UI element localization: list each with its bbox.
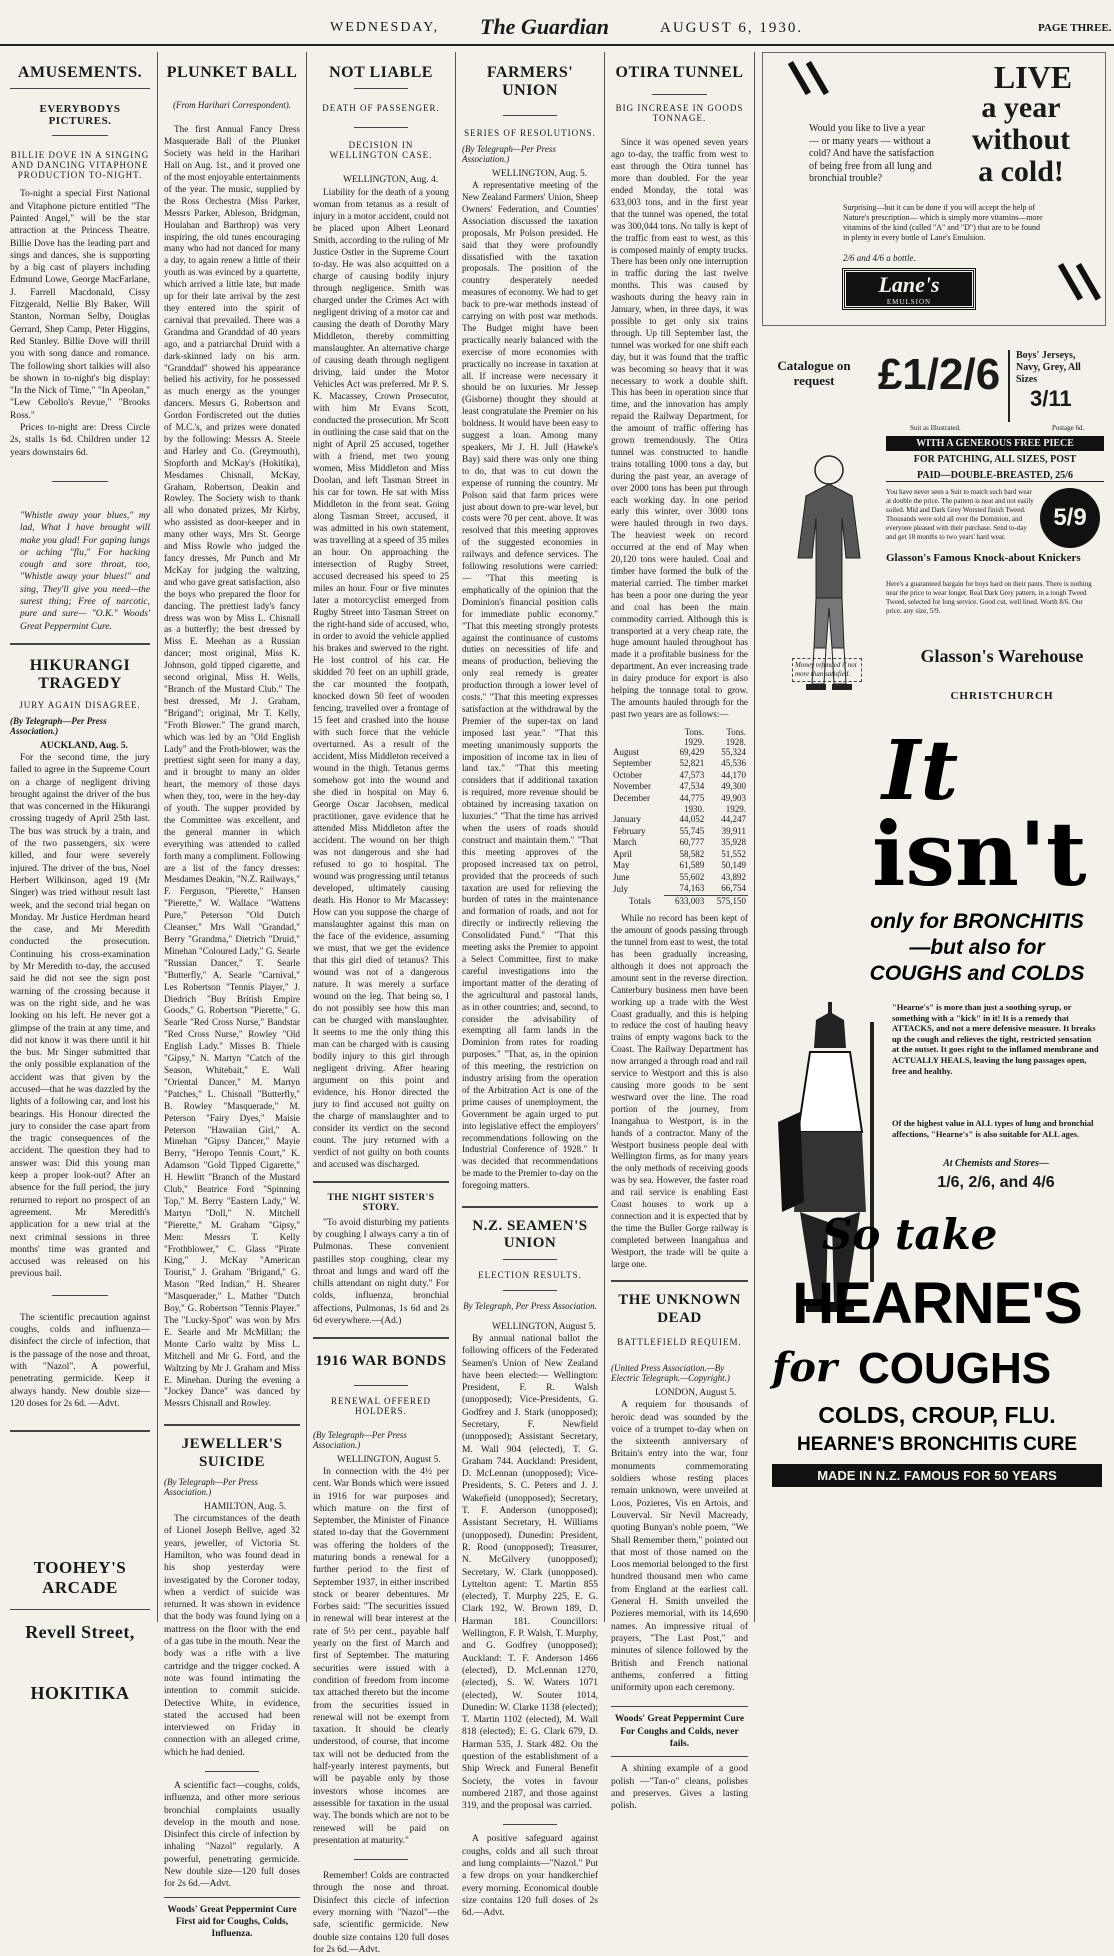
jeweller-dateline: HAMILTON, Aug. 5. xyxy=(204,1501,287,1512)
month-cell: August xyxy=(613,746,640,757)
month-cell: July xyxy=(613,883,629,894)
hearnes-ad xyxy=(762,722,1106,1622)
tonnage-row xyxy=(611,849,748,861)
divider xyxy=(10,1609,150,1610)
year-header: 1929. xyxy=(725,804,746,815)
column-3 xyxy=(313,52,449,1955)
divider xyxy=(462,1206,598,1208)
month-cell: October xyxy=(613,769,642,780)
divider xyxy=(313,1337,449,1339)
lane-copy-1: Would you like to live a year — or many years — without a cold? And have the satisfaction of being free from all lung and bronchial trouble? xyxy=(809,123,934,184)
tonnage-cell: 49,300 xyxy=(721,781,746,792)
nazol-ad-3: A positive safeguard against coughs, colds and all such throat and lung complaints—"Nazol." Put a few drops on your handkerchief every morning. Economical double size contains 120 full doses of 2s 6d.—Advt. xyxy=(462,1834,598,1919)
ad-a-year: a year xyxy=(981,91,1061,124)
farmers-dateline: WELLINGTON, Aug. 5. xyxy=(492,168,588,179)
seamen-dateline: WELLINGTON, August 5. xyxy=(492,1321,596,1332)
farmers-sub: SERIES OF RESOLUTIONS. xyxy=(464,127,596,138)
year-header: 1930. xyxy=(683,804,705,815)
column-rule xyxy=(306,52,307,1622)
glasson-knickers-copy: Here's a guaranteed bargain for boys hard on their pants. There is nothing near the price to wear longer. Real Dark Grey pattern, in a tough Tweed Tweed, selected for long service. Good cut, well lined. Worth 8/6. Our price, any size, 5/9. xyxy=(886,580,1092,615)
notliable-heading: NOT LIABLE xyxy=(329,64,433,81)
tonnage-table xyxy=(611,727,748,908)
seamen-sub: ELECTION RESULTS. xyxy=(478,1269,582,1280)
glasson-postage: Postage 6d. xyxy=(1052,424,1085,432)
warbonds-dateline: WELLINGTON, August 5. xyxy=(337,1454,441,1465)
tonnage-cell: 35,928 xyxy=(721,837,746,848)
notliable-sub1: DEATH OF PASSENGER. xyxy=(322,103,440,114)
nightsister-heading: THE NIGHT SISTER'S STORY. xyxy=(327,1192,435,1213)
lanes-brand-2: EMULSION xyxy=(886,298,932,306)
tonnage-row xyxy=(611,770,748,782)
column-rule xyxy=(604,52,605,1622)
plunket-credit: (From Harihari Correspondent). xyxy=(172,100,292,111)
column-1 xyxy=(10,52,150,1703)
tonnage-row xyxy=(611,872,748,884)
hearne-but: —but also for xyxy=(909,936,1045,959)
tons-header: Tons. xyxy=(684,726,705,737)
divider xyxy=(164,1897,300,1898)
glasson-price: £1/2/6 xyxy=(874,350,1004,400)
billie-prices: Prices to-night are: Dress Circle 2s, stalls 1s 6d. Children under 12 years downstairs 6d. xyxy=(10,423,150,458)
hearne-only: only for BRONCHITIS xyxy=(870,910,1084,933)
column-5 xyxy=(611,52,748,1812)
spacer xyxy=(10,1442,150,1554)
divider xyxy=(611,1756,748,1757)
otira-body-2: While no record has been kept of the amount of goods passing through the tunnel from east to west, the total has been gradually increasing, although it does not approach the amount sent in the reverse direction. Canterbury business men have been working up a trade with the West Coast gradually, and this is helping to reduce the cost of hauling heavy trains of empty wagons back to the Coast. The Railway Department has now arranged a through road and rail service to Westport and this is also causing more goods to be sent westward over the line. The road portion of the journey, from Inangahua to Westport, is in the hands of a contractor. Many of the Westport business people deal with Wellington firms, as for many years the only methods of receiving goods was by sea. However, the faster road and rail service is enabling East Coast houses to work up a connection and it is expected that by the time the Buller Gorge railway is completed between Inangahua and Westport, the trade will be quite a large one. xyxy=(611,913,748,1269)
glasson-name: Glasson's Warehouse xyxy=(920,646,1084,666)
farmers-heading: FARMERS' UNION xyxy=(486,64,574,100)
nazol-ad: The scientific precaution against coughs, colds and influenza—disinfect the circle of infection, that is the passage of the nose and throat, with "Nazol". A powerful, penetrating germicide. Keep it always handy. New double size—120 doses for 2s 6d. —Advt. xyxy=(10,1312,150,1409)
masthead-date: AUGUST 6, 1930. xyxy=(660,20,804,36)
plunket-heading: PLUNKET BALL xyxy=(166,64,298,81)
tonnage-row xyxy=(611,826,748,838)
hearne-copy-2: Of the highest value in ALL types of lung and bronchial affections, "Hearne's" is also suitable for ALL ages. xyxy=(892,1118,1094,1139)
tonnage-cell: 39,911 xyxy=(721,825,746,836)
hikurangi-credit: (By Telegraph—Per Press Association.) xyxy=(10,715,107,736)
divider xyxy=(10,88,150,89)
month-cell: April xyxy=(613,848,632,859)
tonnage-cell: 55,602 xyxy=(679,871,705,882)
glasson-knickers-head: Glasson's Famous Knock-about Knickers xyxy=(886,552,1081,564)
divider xyxy=(354,1859,408,1860)
hikurangi-dateline: AUCKLAND, Aug. 5. xyxy=(40,740,128,751)
hikurangi-subheading: JURY AGAIN DISAGREE. xyxy=(19,699,141,710)
tonnage-totals-row xyxy=(611,895,748,907)
plunket-body: The first Annual Fancy Dress Masquerade Ball of the Plunket Society was held in the Harihari Hall on Aug. 1st., and it proved one of the most enjoyable entertainments of the year. The music, supplied by the Ross Orchestra (Miss Parker, Messrs Parker, Ableson, Bridgman, Houlahan and Barthrop) was very inspiring, the old tunes encouraging many who had not danced for many a day, to again renew a little of their youth as was evinced by a quartette, which arrived a little late, but made up for their late arrival by the zest they entered into the spirit of carnival that prevailed. There was a Grandma and Granddad of 40 years ago, and a patriarchal Druid with a dark-skinned lady on his arm. "Granddad" showed his appearance belied his activity, for he possessed as much energy as the younger dancers. Messrs G. Robertson and Gordon Fordiscreted out the duties of M.C.'s, and prizes were donated by the following: Messrs A. Steele and Harley and Co. (Greymouth), Stopforth and McKay's (Hokitika), Mesdames Chisnall, McKay, Graham, Robertson, Deakin and Rowley. The Society wish to thank all who donated prizes, Mr Kirby, who assisted as door-keeper and in many other ways, Mrs St. George and Miss Rowle who judged the fancy dresses, Mr Punch and Mr McKay for judging the waltzing, and who gave great satisfaction, also the boys who prepared the floor for dancing. The prettiest lady's fancy dress was won by Miss L. Chisnall as a butterfly; the best dressed by Miss E. Meehan as a Russian dancer; most original, Miss K. Johnson, gold tipped cigarette, and second original, Miss H. Wells, "Branch of the Mustard Club." The best dressed, Mr J. Graham, "Brigand"; original, Mr T. Kelly, "Froth Blower." The grand march, which was led by an "Old English Lady" and the Froth-blower, was the prettiest sight seen for many a day, and it brought to many an older heart, the memory of those days when they, too, were in the hey-day of youth. The supper provided by the Committee was excellent, and the general manner in which everything was attended to called forth many a compliment. Following are a list of the fancy dresses: Mesdames Deakin, "N.Z. Railways," F. Ferguson, "Pierette," Hansen "Pierette," W. Wallace "Wattens Pure," Peterson "Old Dutch Cleanser," Mrs Wall "Grandad," Berry "Grandma," Dietrich "Druid," Minehan "Coloured Lady," G. Searle "Russian Dancer," T. Searle "Butterfly," A. Searle "Carnival," Les Robertson "Tennis Player," J. Diedrich "Buy British Empire Goods," G. Robertson "Pierette," G. Searle "Red Cross Nurse," Bandstar "Red Cross Nurse," Rowley "Old English Lady." Misses B. Thiele "Gipsy," N. Martyn "Catch of the Season, Whitebait," E. Wall "Oriental Dancer," M. Martyn "Patches," L. Chisnall "Butterfly," B. Rowley "Masquerade," M. Peterson "Fairy Dyes," Maisie Peterson "Hawaiian Girl," A. Minehan "Gipsy Dancer," Mayie Berry, "Heropo Tennis Court," K. Adamson "Gold Tipped Cigarette," H. Hewlitt "Branch of the Mustard Club," Beatrice Ford "Spinning Top," M. Berry "Eastern Lady," W. Martyn "Doll," N. Mitchell "Pierette," M. Graham "Gipsy," Men: Messrs T. Kelly "Frothblower," C. Glass "Pirate King," J. McKay "American Tourist," J. Graham "Brigand," G. Mason "Red Indian," H. Shearer "Masquerader," L. Mather "Dutch Boy," G. Robertson "Tennis Player." The "Lucky-Spot" was won by Mrs E. Searle and Mr McMillan; the Monte Carlo waltz by Miss L. Mitchell and Mr G. Ford, and the Waltzing by Mr J. Graham and Miss E. Minehan. During the evening a "Jockey Dance" was danced by Messrs Chisnall and Rowley. xyxy=(164,124,301,1409)
month-cell: December xyxy=(613,792,650,803)
otira-body-1: Since it was opened seven years ago to-day, the traffic from west to east through the Otira tunnel has more than doubled. For the year ended Monday, the total was 633,003 tons, and in the first year that the tunnel was opened, the total was 300,044 tons. No tally is kept of the traffic from east to west, as this is composed mainly of empty trucks. There has been only one interruption in traffic during the last twelve months. This was caused by washouts during the heavy rain in January, when, in three days, it was possible to get only six trains through. Up till September last, the tunnel was worked for one shift each day, but it was found that the traffic was becoming so heavy that it was necessary to work a double shift. This has been in operation since that time, and the innovation has amply repaid the Railway Department, for the amount of traffic offering has grown tremendously. The Otira tunnel was constructed to handle trains totalling 1000 tons a day, but during the past year, an average of over 2000 tons has been put through each working day. In one period early this winter, over 3000 tons were hauled through in two days. The heaviest week on record occurred at the end of May when 20,120 tons were hauled. Coal and timber have formed the bulk of the material carried. The timber market has been a poor one during the year and coal has been the main commodity carried. Although this is transported at a very cheap rate, the huge amount hauled throughout has made it a profitable business for the department. An ever increasing trade in dairy produce for export is also helping the tonnage total to grow. The amounts hauled through for the past two years are as follows:— xyxy=(611,137,748,719)
tonnage-row xyxy=(611,781,748,793)
otira-heading: OTIRA TUNNEL xyxy=(615,64,744,81)
divider xyxy=(313,1181,449,1183)
glasson-catalogue: Catalogue on request xyxy=(777,358,851,388)
hearne-for: for xyxy=(772,1344,837,1391)
divider xyxy=(52,1295,108,1296)
lane-copy-2: Surprising—but it can be done if you will accept the help of Nature's prescription— which is simply more vitamins—more vitamins of the kind (called "A" and "D") that are to be found in plenty in every bottle of Lane's Emulsion. xyxy=(843,203,1043,242)
hokitika: HOKITIKA xyxy=(30,1682,130,1703)
tonnage-row xyxy=(611,883,748,895)
hikurangi-heading: HIKURANGI TRAGEDY xyxy=(29,656,131,693)
divider xyxy=(52,135,108,136)
ad-without: without xyxy=(971,123,1071,156)
tonnage-cell: 58,582 xyxy=(679,848,705,859)
divider xyxy=(503,1290,557,1291)
divider xyxy=(10,1430,150,1432)
tonnage-cell: 47,534 xyxy=(679,781,705,792)
tonnage-cell: 44,247 xyxy=(721,814,746,825)
glasson-knickers-price: 5/9 xyxy=(1040,488,1100,548)
tonnage-cell: 55,745 xyxy=(679,825,705,836)
divider xyxy=(611,1706,748,1707)
billie-subheading: BILLIE DOVE IN A SINGING AND DANCING VITAPHONE PRODUCTION TO-NIGHT. xyxy=(10,150,150,181)
hearne-it: It xyxy=(882,723,959,819)
divider xyxy=(354,88,408,89)
hikurangi-body: For the second time, the jury failed to agree in the Supreme Court on a charge of negligent driving brought against the driver of the bus that was concerned in the Hikurangi crossing tragedy of April 25th last. The bus was struck by a train, and of the two passengers, six were killed, and four were severely injured. The driver of the bus, Noel Herbert Wilkinson, aged 19 (Mr Singer) was tried without result last week, and the second trial began on Monday. Mr Justice Herdman heard the case, and Mr Meredith conducted the prosecution. Continuing his cross-examination by Mr Meredith to-day, the accused said he did not see the sign post warning of the crossing because it was on the right side, and he was looking on his left. He never got a glimpse of the train at any time, and did not know it was there until it hit the bus. Mr Singer submitted that the only possible explanation of the accident was that given by the accused—that he was dazzled by the lights of a following car, and lost his bearings. His Honour directed the jury to consider the case apart from the tragic consequences of the accident. The question they had to answer was: Did this young man keep a proper look-out? After an absence for the full period, the jury returned to report no prospect of an agreement. Mr Meredith's application for a new trial at the next criminal sessions in three months' time was granted and accused was released on his previous bail. xyxy=(10,752,150,1280)
farmers-credit: (By Telegraph—Per Press Association.) xyxy=(462,143,556,164)
tonnage-row xyxy=(611,747,748,759)
column-4 xyxy=(462,52,598,1919)
tonnage-cell: 49,903 xyxy=(721,792,746,803)
jeweller-credit: (By Telegraph—Per Press Association.) xyxy=(164,1476,258,1497)
divider xyxy=(652,94,707,95)
seamen-heading: N.Z. SEAMEN'S UNION xyxy=(472,1218,588,1252)
glasson-copy: You have never seen a Suit to match such hard wear at double the price. The pattern is neat and not easily soiled. Mid and Dark Grey Worsted finish Tweed. Thousands were sold all over the Dominion, and everyone pleased with their purchase. Send to-day and get 18 months to two years' hard wear. xyxy=(886,488,1034,541)
nightsister-body: "To avoid disturbing my patients by coughing I always carry a tin of Pulmonas. These convenient pastilles stop coughing, clear my throat and lungs and ward off the chills attendant on night duty." For colds, influenza, bronchial affections, Pulmonas, 1s 6d and 2s 6d everywhere.—(Ad.) xyxy=(313,1217,449,1327)
month-cell: September xyxy=(613,758,652,769)
tonnage-cell: 52,821 xyxy=(679,758,705,769)
tonnage-cell: 45,536 xyxy=(721,758,746,769)
lane-price: 2/6 and 4/6 a bottle. xyxy=(843,253,916,263)
remember-ad: Remember! Colds are contracted through the nose and throat. Disinfect this circle of infection every morning with "Nazol"—the safe, scientific germicide. New double size contains 120 full doses for 2s 6d.—Advt. xyxy=(313,1871,449,1955)
hearne-isnt: isn't xyxy=(872,802,1087,906)
divider xyxy=(503,1824,557,1825)
masthead-page: PAGE THREE. xyxy=(1038,22,1112,34)
glasson-as-illustrated: Suit as Illustrated. xyxy=(910,424,961,432)
tonnage-cell: 44,775 xyxy=(679,792,705,803)
hearne-made-in: MADE IN N.Z. FAMOUS FOR 50 YEARS xyxy=(772,1464,1102,1487)
divider xyxy=(354,1385,408,1386)
tonnage-cell: 43,892 xyxy=(721,871,746,882)
tonnage-cell: 61,589 xyxy=(679,860,705,871)
glasson-boys: Boys' Jerseys, Navy, Grey, All Sizes xyxy=(1016,350,1081,385)
tonnage-cell: 50,149 xyxy=(721,860,746,871)
unknown-dateline: LONDON, August 5. xyxy=(655,1387,737,1398)
column-rule xyxy=(157,52,158,1622)
divider xyxy=(10,643,150,645)
tonnage-cell: 55,324 xyxy=(721,746,746,757)
jeweller-heading: JEWELLER'S SUICIDE xyxy=(181,1436,283,1470)
woods-poem: "Whistle away your blues," my lad, What I have brought will make you glad! For gaping lungs or aching "flu," For hacking cough and sore throat, too, "Whistle away your blues!" and sing, They'll give you need—the surest thing; Free of narcotic, pure and sure— "O.K." Woods' Great Peppermint Cure. xyxy=(20,510,150,632)
seamen-credit: By Telegraph, Per Press Association. xyxy=(463,1300,597,1311)
tonnage-cell: 44,170 xyxy=(721,769,746,780)
woods-footer-2: Woods' Great Peppermint Cure For Coughs and Colds, never fails. xyxy=(614,1714,745,1749)
glasson-patching: FOR PATCHING, ALL SIZES, POST xyxy=(913,454,1077,465)
polish-ad: A shining example of a good polish —"Tan-o" cleans, polishes and preserves. Gives a lasting polish. xyxy=(611,1764,748,1812)
divider xyxy=(354,127,408,128)
month-cell: March xyxy=(613,837,637,848)
lanes-emulsion-ad xyxy=(762,52,1106,326)
warbonds-credit: (By Telegraph—Per Press Association.) xyxy=(313,1429,407,1450)
glassons-ad xyxy=(762,338,1106,708)
month-cell: June xyxy=(613,871,630,882)
tonnage-cell: 66,754 xyxy=(721,883,746,894)
masthead-day: WEDNESDAY, xyxy=(330,20,440,35)
masthead xyxy=(0,0,1114,46)
ad-a-cold: a cold! xyxy=(978,155,1064,188)
notliable-sub2: DECISION IN WELLINGTON CASE. xyxy=(329,140,433,161)
hearne-colds-croup: COLDS, CROUP, FLU. xyxy=(818,1402,1056,1428)
tonnage-cell: 51,552 xyxy=(721,848,746,859)
amusements-heading: AMUSEMENTS. xyxy=(17,64,143,81)
hearne-coughs: COUGHS and COLDS xyxy=(869,962,1085,985)
column-rule xyxy=(754,52,755,1622)
tonnage-cell: 47,573 xyxy=(679,769,705,780)
farmers-body: A representative meeting of the New Zealand Farmers' Union, Sheep Owners' Federation, and Counties' Association discussed the taxation proposals, Mr Polson presided. He said that they were profoundly dissatisfied with the taxation proposals. The position of the country desperately needed measures of economy. We had to get back to pre-war methods instead of carrying on with post war methods. The Budget might have been practically nearly balanced with the exercise of more economies with practically no increase in taxation at all. If increase were necessary it should be on luxuries. Mr Jessep (Gisborne) thought they should at least congratulate the Premier on his boldness. It would have been easy to suggest a loan. Among many speakers, Mr J. H. Jull (Hawke's Bay) said there was only one thing to do, that was to cut down the expense of running the country. Mr Polson said that farm prices were just about down to pre-war level, but costs were 70 per cent. above. It was resolved that this meeting approves of the suggested economies in railways and defence services. The following resolutions were carried:— "That this meeting is emphatically of the opinion that the Dominion's financial position calls for immediate public economy." "That this meeting strongly protests against the continuance of customs duties on necessities of life and means of production, believing the only real remedy is greater production through a lower level of costs." "That this meeting expresses satisfaction at the withdrawal by the Premier of the super-tax on land imposed last year." "That this meeting unanimously supports the imposition of income tax in lieu of land tax." "That this meeting considers that if additional taxation is required, more revenue should be obtained by increasing taxation on luxuries." "That the time has arrived when the users of roads should construct and maintain them." "That this meeting approves of the proposed increased tax on petrol, provided that the proceeds of such taxation are used for relieving the burden of rates in the maintenance and formation of roads, and not for directly or indirectly relieving the Consolidated Fund." "That this meeting asks the Premier to appoint a Select Committee, first to make careful investigations into the important matter of the derating of the agricultural and pastoral lands, as in other countries; and, second, to consider the advisability of exempting all farm lands in the Dominion from rates for roading purposes." "That, as, in the opinion of this meeting, the restriction on industry arising from the operation of the Arbitration Act is one of the prime causes of unemployment, the Government be again urged to put into legislative effect the employers' recommendations following on the Industrial Conference of 1928." It was decided that recommendations be made to the Premier to-day on the foregoing matters. xyxy=(462,180,598,1191)
warbonds-sub: RENEWAL OFFERED HOLDERS. xyxy=(331,1395,431,1416)
glasson-boys-box xyxy=(1008,350,1100,422)
hearne-prices: 1/6, 2/6, and 4/6 xyxy=(937,1174,1055,1191)
divider xyxy=(52,481,108,482)
unknown-heading: THE UNKNOWN DEAD xyxy=(618,1292,741,1326)
totals-cell: 575,150 xyxy=(706,895,748,907)
revell-street: Revell Street, xyxy=(25,1622,135,1643)
tonnage-cell: 74,163 xyxy=(679,883,705,894)
hearne-stores: At Chemists and Stores— xyxy=(943,1158,1049,1169)
nazol-ad-2: A scientific fact—coughs, colds, influenza, and other more serious bronchial complaints usually develop in the mouth and nose. Disinfect this circle of infection by inhaling "Nazol" regularly. A powerful, penetrating germicide. New double size—120 full doses for 2s 6d.—Advt. xyxy=(164,1781,300,1890)
hearne-copy-1: "Hearne's" is more than just a soothing syrup, or something with a "kick" in it! It is a remedy that ATTACKS, and not a mere defensive measure. It breaks up the cough and relieves the tight, restricted sensation at the outset. It goes right to the inflamed membrane and ACTUALLY HEALS, leaving the lung passages open, free and healthy. xyxy=(892,1002,1099,1076)
glasson-boys-price: 3/11 xyxy=(1030,386,1072,411)
month-cell: May xyxy=(613,860,630,871)
toohey-arcade: TOOHEY'S ARCADE xyxy=(33,1558,127,1597)
divider xyxy=(503,115,557,116)
tonnage-rows-top xyxy=(611,747,748,805)
tonnage-row xyxy=(611,758,748,770)
hearne-bronchitis-cure: HEARNE'S BRONCHITIS CURE xyxy=(796,1434,1078,1455)
notliable-body: Liability for the death of a young woman from tetanus as a result of injury in a motor accident, could not be placed upon Albert Leonard Smith, according to the ruling of Mr Justice Ostler in the Supreme Court to-day. He was also acquitted on a charge of causing bodily injury through negligence. Smith was charged under the Crimes Act with negligent driving of a motor car and causing the death of Dorothy Mary Middleton, thereby committing manslaughter. An alternative charge of causing death through negligent driving, laid under the Motor Vehicles Act was preferred. Mr P. S. K. Macassey, Crown Prosecutor, with him Mr Evans Scott, conducted the prosecution. Mr Scott in outlining the case said that on the night of April 25 accused, together with a friend, met two young women, Miss Middleton and Miss Doolan, and left Tasman Street in his car for town. He sat with Miss Middleton in the front seat. Going along Tasman Street, accused, it was admitted in his own statement, was travelling at a speed of 35 miles an hour. On approaching the intersection of Rugby Street, accused decreased his speed to 25 miles an hour. Four or five minutes later a motorcyclist emerged from Rugby Street into Tasman Street on the right-hand side of accused, who, in order to avoid the vehicle applied his brakes and swerved to the right. He lost control of his car. He skidded 70 feet on an uphill grade, the car mounted the footpath, knocked down 50 feet of wooden fencing, travelled over a frontage of 15 feet and crashed into the house with such force that the vehicle overturned. As a result of the accident, Miss Middleton received a wound in the thigh. Tetanus germs somehow got into the wound and she died in hospital on May 6. George Oscar Jacobsen, medical practitioner, gave evidence that he attended Miss Middleton after the accident. The wound on her thigh was not dangerous and she had refused to go to hospital. The wound was progressing until tetanus developed, ultimately causing death. His Honor to Mr Macassey: How can you suppose the charge of manslaughter against this man on the face of the evidence, assuming we must, that we get the evidence that this girl died of tetanus? This wound was not of a dangerous nature. It was merely a surface wound on the leg. That being so, I do not possibly see how this man can be charged with manslaughter. It seems to me the only thing this man can be charged with is causing bodily injury to this girl through negligent driving. After hearing argument on this point and evidence, his Honor directed the jury to find accused not guilty on the charge of manslaughter and to consider its verdict on the second count. The jury returned with a verdict of not guilty on both counts and accused was discharged. xyxy=(313,187,449,1170)
glasson-generous: WITH A GENEROUS FREE PIECE xyxy=(886,436,1104,451)
unknown-body: A requiem for thousands of heroic dead was sounded by the voice of a trumpet to-day when on the sixteenth anniversary of Britain's entry into the war, four monuments commemorating soldiers whose resting places remain unknown, were unveiled at Loos, Pozieres, Vis en Artois, and Louverval. Sir Nevil Macready, quoting Bunyan's noble poem, "We Shall Remember them," pointed out that most of those named on the Loos memorial belonged to the first hundred thousand men who came from England at the earliest call. General H. Smith unveiled the Pozieres memorial, with its 14,690 names. An impressive ritual of prayers, "The Last Post," and minutes of silence followed by the British and French national anthems, conferred a fitting uniformity upon each ceremony. xyxy=(611,1400,748,1694)
hearne-coughs-2: COUGHS xyxy=(858,1344,1052,1393)
masthead-title: The Guardian xyxy=(480,14,609,39)
notliable-dateline: WELLINGTON, Aug. 4. xyxy=(343,175,439,186)
divider xyxy=(164,1424,300,1426)
lanes-brand: Lane's xyxy=(878,272,940,297)
tonnage-cell: 60,777 xyxy=(679,837,705,848)
hearne-brand: HEARNE'S xyxy=(792,1271,1082,1336)
ad-live: LIVE xyxy=(993,59,1073,95)
seamen-body: By annual national ballot the following officers of the Federated Seamen's Union of New Zealand have been elected:— Wellington: President, F. R. Walsh (unopposed); Vice-Presidents, G. Godfrey and J. Stark (unopposed); Secretary, F. Newfield (unopposed); Assistant Secretary, M. Wall 904 (elected), T. G. Graham 744. Auckland: President, D. McLennan (unopposed); Vice-Presidents, S. C. Peters and J. J. Wakefield (unopposed); Secretary, T. F. Anderson (unopposed); Assistant Secretary, H. Williams (unopposed). Dunedin: President, R. Rood (unopposed); Treasurer, N. McGilvery (unopposed); Secretary, W. Clark (unopposed). Lyttelton agent: T. Martin 855 (elected), T. Murphy 225, E. G. Clark 192, W. Brown 189, D. Harman 181. Councillors: Wellington, F. P. Walsh, T. Murphy, and G. Godfrey (unopposed); Auckland: T. F. Anderson 1466 (elected), D. McLennan 1270, (elected), S. W. Waters 1071 (elected), W. Souter 1014, Dunedin: W. Clarke 1138 (elected); T. Martin 1102 (elected), M. Wall 818 (elected); E. G. Clark 679, D. Harman 535, J. Stark 482. On the question of the establishment of a Ship Wreck and Funeral Benefit Society, the votes in favour numbered 2187, and those against 319, and the proposal was carried. xyxy=(462,1333,598,1812)
tonnage-cell: 44,052 xyxy=(679,814,705,825)
jeweller-body: The circumstances of the death of Lionel Joseph Bellve, aged 32 years, jeweller, of Victoria St. Hamilton, who was found dead in his shop yesterday were investigated by the Coroner today, when a verdict of suicide was returned. It was shown in evidence that the body was found lying on a mattress on the floor with the end of a gas tube in the mouth. Near the body was a rifle with a live cartridge and the trigger cocked. A note was found intimating the intention to commit suicide. Detective White, in evidence, stated the accused had been interviewed on Friday in connection with an alleged crime, which he had denied. xyxy=(164,1514,300,1758)
tonnage-cell: 69,429 xyxy=(679,746,705,757)
totals-cell: 633,003 xyxy=(664,895,706,907)
unknown-sub: BATTLEFIELD REQUIEM. xyxy=(617,1336,742,1347)
tonnage-row xyxy=(611,793,748,805)
otira-sub: BIG INCREASE IN GOODS TONNAGE. xyxy=(615,103,744,124)
tonnage-row xyxy=(611,860,748,872)
year-header: 1929. xyxy=(683,736,705,747)
warbonds-body: In connection with the 4½ per cent. War Bonds which were issued in 1916 for war purposes and which mature on the first of September, the Minister of Finance stated to-day that the Government was offering the holders of the maturing bonds a renewal for a further period to the first of September 1937, in either inscribed stock or bearer debentures. Mr Forbes said: "The securities issued in renewal will bear interest at the rate of 5½ per cent., payable half yearly on the first of March and first of September. The maturing securities were issued with a condition of freedom from income tax attached thereto but the income from the securities issued in renewal will not be exempt from taxation. It should be clearly understood, of course, that income tax will not be deducted from the half-yearly interest payments, but will be payable only by those investors whose incomes are assessible for taxation in the usual way. The bonds which are not to be renewed will be paid on presentation at maturity." xyxy=(313,1466,449,1846)
month-cell: January xyxy=(613,814,641,825)
tonnage-row xyxy=(611,814,748,826)
warbonds-heading: 1916 WAR BONDS xyxy=(315,1353,447,1370)
column-2 xyxy=(164,52,301,1940)
month-cell: November xyxy=(613,781,651,792)
tonnage-rows-bottom xyxy=(611,814,748,895)
woods-footer: Woods' Great Peppermint Cure First aid for Coughs, Colds, Influenza. xyxy=(167,1904,297,1940)
tons-header: Tons. xyxy=(726,726,746,737)
hearne-so-take: So take xyxy=(822,1210,998,1259)
totals-label: Totals xyxy=(629,895,651,906)
glasson-city: CHRISTCHURCH xyxy=(950,690,1054,702)
tonnage-row xyxy=(611,837,748,849)
divider xyxy=(205,1771,259,1772)
glasson-money-back: Money refunded if not more than satisfied. xyxy=(792,658,862,682)
unknown-credit: (United Press Association.—By Electric Telegraph.—Copyright.) xyxy=(611,1362,730,1383)
everybodys-heading: EVERYBODYS PICTURES. xyxy=(39,103,121,128)
month-cell: February xyxy=(613,825,646,836)
glasson-paid: PAID—DOUBLE-BREASTED, 25/6 xyxy=(886,470,1104,482)
billie-body: To-night a special First National and Vitaphone picture entitled "The Painted Angel," will be the star attraction at the Princess Theatre. Billie Dove has the leading part and sings and dances, she is supporting by a big cast of players including Edmund Lowe, George MacFarlane, J. Farrell Macdonald, Cissy Fitzgerald, Nellie Bly Baker, Will Stanton, Norman Selby, Douglas Gerrard, Shep Camp, Peter Higgins, Red Stanley. Billie Dove will thrill you with song dance and romance. The following short talkies will also be shown in to-night's big display: "In the Nick of Time," "In Apeolan," "Lew Cebollo's Revue," "Brooks Ross." xyxy=(10,189,150,421)
lanes-logo xyxy=(843,269,975,309)
divider xyxy=(503,1259,557,1260)
column-rule xyxy=(455,52,456,1622)
divider xyxy=(611,1280,748,1282)
year-header: 1928. xyxy=(725,736,746,747)
